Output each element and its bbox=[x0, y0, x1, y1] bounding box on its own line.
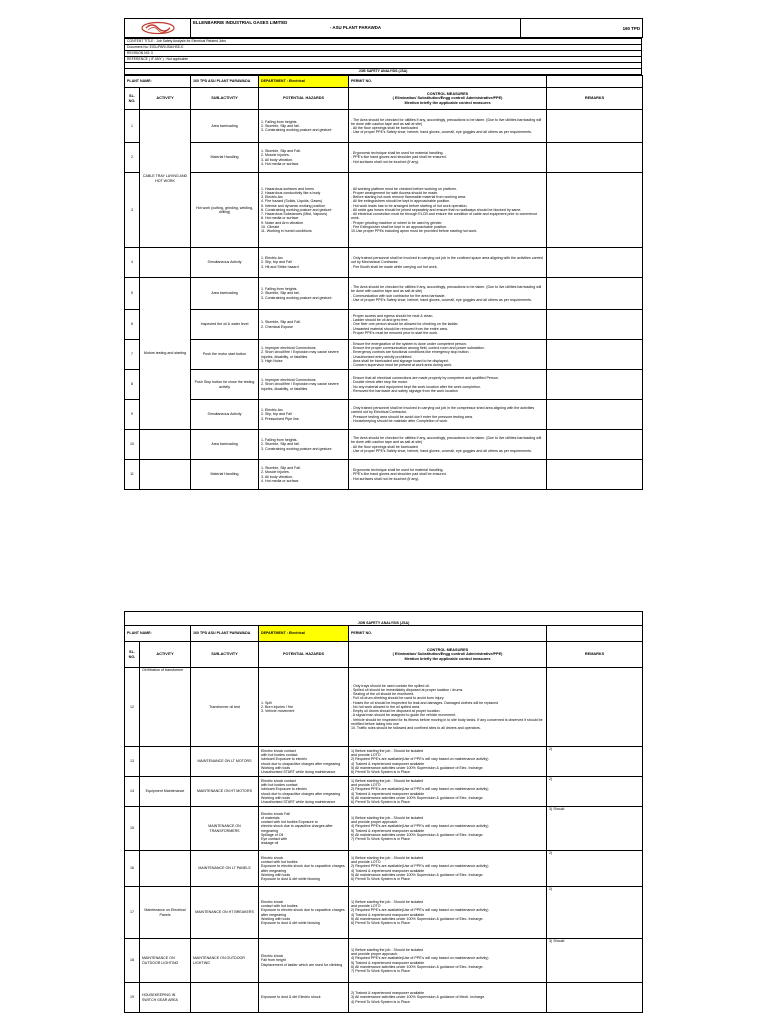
table-row: 12 Oil filtration of transformer Transformer oil test 1. Spill 2. Burn injuries / fire 3. Vehicle movement . Only trays should be used contain the spilled oil. . Spilled oil should be immediately disposed at proper location / drums. . Sealing of the oil should be monitored. . Full oil drum climbing should be used to avoid burn injury. . Hoses the oil should be inspected for leak and damages. Damaged clothes will be replaced . No hot work allowed in the oil spilled area. . Empty oil drums should be disposed at proper location. . A signal man should be assigned to guide the vehicle movement. . Vehicle should be inspected for its fitness before moving in to site body tanks. If any concerned is observed it should be rectified before taking into use 10. Traffic rules should be followed and confined sites to all drivers and operators. bbox=[125, 668, 643, 747]
jsa-page-1 bbox=[124, 18, 642, 490]
reference: REFERENCE ( IF ANY ) : Not applicable bbox=[125, 57, 642, 63]
plant-name-value: 160 TPD ASU PLANT PARAWADA bbox=[191, 626, 259, 642]
col-activity: ACTIVITY bbox=[140, 642, 191, 668]
controls-sub2: Mention briefly the applicable control measures bbox=[404, 100, 491, 105]
department: DEPARTMENT : Electrical bbox=[259, 626, 349, 642]
table-row: 4 Simultaneous Activity 1. Electric Arc 2. Slip, trip and Fall 3. Hit and Strike hazard . Only trained personnel shall be involved in carrying out job in the confined space area aligning with the activities carried out by Mechanical Contractor. . Fire Booth shall be made while carrying out hot work. bbox=[125, 248, 643, 278]
department: DEPARTMENT : Electrical bbox=[259, 76, 349, 88]
col-sl: SL. NO. bbox=[125, 88, 140, 110]
content-title: CONTENT TITLE : Job Safety Analysis for Electrical Related Jobs bbox=[125, 39, 642, 45]
plant-name-label: PLANT NAME: bbox=[125, 76, 191, 88]
col-controls bbox=[349, 88, 547, 110]
table-row: 9 Simultaneous Activity 1. Electric Arc 2. Slip, trip and Fall 3. Pressurised Pipe line. . Only trained personnel shall be involved in carrying out job in the compressor shed area aligning with the activities carried out by Electrical Contractor. . Pressure testing area should be avoid don't enter the pressure testing area. . Housekeeping should be maintain after Completion of work. bbox=[125, 400, 643, 430]
permit-label: PERMIT NO. bbox=[349, 626, 547, 642]
col-controls: CONTROL MEASURES ( Elimination/ Substitution/Engg control/ Administrative/PPE) Mention briefly the applicable control measures bbox=[349, 642, 547, 668]
company-logo bbox=[125, 19, 191, 38]
col-sub-activity: SUB-ACTIVITY bbox=[191, 88, 259, 110]
col-hazards: POTENTIAL HAZARDS bbox=[259, 88, 349, 110]
jsa-title: JOB SAFETY ANALYSIS (JSA) bbox=[125, 69, 642, 75]
company-name: ELLENBARRIE INDUSTRIAL GASES LIMITED bbox=[193, 20, 288, 25]
table-row: 19 HOUSEKEEPING IN SWITCH GEAR AREA Exposure to dust & dirt Electric shock 2) Trained & experienced manpower available 3) All maintenance activities under 100% Supervision & guidance of Mech. Incharge. 4) Permit To Work System is in Place bbox=[125, 983, 643, 1013]
plant-title: - ASU PLANT PARAWDA bbox=[329, 25, 382, 30]
plant-name-value: 160 TPD ASU PLANT PARAWADA bbox=[191, 76, 259, 88]
col-activity: ACTIVITY bbox=[140, 88, 191, 110]
table-row: 15 MAINTENANCE ON TRANSFORMERS Electric shock Fall of materials contact with hot bodies Exposure to electric shock due to capacitive charges after megearing Spillage of Oil Eye contact with leakage oil 1) Before starting the job - Should be isolated and provide proper approach. 4) Required PPE's are available(Use of PPE's will vary based on maintenance activity) 5) Trained & experienced manpower available 6) All maintenance activities under 100% Supervision & guidance of Elec. Incharge. 7) Permit To Work System is in Place 3) Should bbox=[125, 807, 643, 851]
jsa-page-2 bbox=[124, 611, 642, 1013]
plant-capacity: 160 TPD bbox=[521, 19, 643, 38]
col-remarks: REMARKS bbox=[547, 88, 643, 110]
col-sl: SL. NO. bbox=[125, 642, 140, 668]
table-row: 6 Inspected the oil & water level 1. Stumble, Slip and Fall. 2. Chemical Expose . Proper access and egress should be neat & clean. . Ladder should be oil and grec free. . One fixer one person should be allowed for climbing on the ladder. . Unwanted material should be removed from the entire area. . Proper PPE's must be ensured prior to start the work. bbox=[125, 310, 643, 340]
table-row: 13 MAINTENANCE ON LT MOTORS Electric shock contact with hot bodies contact lubricant Exposure to electric shock due to chapacitive charges after megearing Working with tools Unauthorised START while doing maintenance 1) Before starting the job - Should be isolated and provide LOTO 2) Required PPE's are available(Use of PPE's will vary based on maintenance activity) 4) Trained & experienced manpower available 5) All maintenance activities under 100% Supervision & guidance of Elec. Incharge. 6) Permit To Work System is in Place 2) bbox=[125, 747, 643, 777]
table-row: 14 Equipment Maintenance MAINTENANCE ON HT MOTORS Electric shock contact with hot bodies contact lubricant Exposure to electric shock due to chapacitive charges after megearing Working with tools Unauthorised START while doing maintenance 1) Before starting the job - Should be isolated and provide LOTO 2) Required PPE's are available(Use of PPE's will vary based on maintenance activity) 4) Trained & experienced manpower available 5) All maintenance activities under 100% Supervision & guidance of Elec. Incharge. 6) Permit To Work System is in Place 2) bbox=[125, 777, 643, 807]
table-row: 18 MAINTENANCE ON OUTDOOR LIGHTING MAINTENANCE ON OUTDOOR LIGHTING Electric shock Fall from height Displacement of ladder which are used for climbing 1) Before starting the job - Should be isolated and provide proper approach. 4) Required PPE's are available(Use of PPE's will vary based on maintenance activity) 5) Trained & experienced manpower available 6) All maintenance activities under 100% Supervision & guidance of Elec. Incharge. 7) Permit To Work System is in Place 3) Should bbox=[125, 939, 643, 983]
activity-cable-tray: CABLE TRAY LAYING AND HOT WORK bbox=[140, 110, 191, 248]
controls-sub1: ( Elimination/ Substitution/Engg control/ Administrative/PPE) bbox=[392, 96, 503, 101]
table-row: 3 Hot work (cutting, grinding, welding, drilling) 1. Hazardous surfaces and forms 2. Hazardous conductivity like a body 3. Electric Arc 4. Fire hazard (Solids, Liquids, Gases) 5. Intense and dynamic working position 6. Constraining working posture and gesture 7. Hazardous Substances (Mist, Vapours) 8. Hot media or surface 9. Noise and Arm vibration 10. Climate 11. Working in humid conditions . All working platform must be checked before working on platform. . Proper arrangement for safe Access should be made. . Before starting hot work remove flammable material from working area. . All fire extinguishers should be kept in approachable position. . Hot work leads has to be arranged before starting of hot work operation. . All oxide gas hoses should be joined separately and ensure that no walkways should be blocked by same. . All electrical connection must be through ELCB and ensure the condition of cable and equipment prior to commence work. . Proper grinding machine or wheel to be used by grinder. . Fire Extinguisher shall be kept in an approachable position. 10.Use proper PPEs including apron must be provided before starting hot work. bbox=[125, 173, 643, 248]
table-row: 8 Push Stop button for close the testing activity 1. Improper electrical Connections 2. Short circuit/fire / Explosion may cause severe injuries, disability, or fatalities . Ensure that all electrical connections are made properly by competent and qualified Person. . Double check after stop the motor. . No any material and equipment kept the work location after the work completion. . Removed the barricade and safety signage from the work location bbox=[125, 370, 643, 400]
jsa-title-2: JOB SAFETY ANALYSIS (JSA) bbox=[125, 612, 643, 626]
table-row: 2 Material Handling 1. Stumble, Slip and Fall. 2. Muscle injuries. 3. All body vibration. 4. Hot media or surface. . Ergonomic technique shall be used for material handling. . PPE's like hand gloves and shoulder pad shall be ensured. . Hot surfaces shall not be touched (if any). bbox=[125, 143, 643, 173]
document-number: Document No: EIGL/PAR/JSA/HSE-E bbox=[125, 45, 642, 51]
table-row: 16 MAINTENANCE ON LT PANELS Electric shock contact with hot bodies Exposure to electric shock due to capacitive charges after megearing Working with tools Exposure to dust & dirt while blowing 1) Before starting the job - Should be isolated and provide LOTO 2) Required PPE's are available(Use of PPE's will vary based on maintenance activity) 4) Trained & experienced manpower available 5) All maintenance activities under 100% Supervision & guidance of Elec. Incharge. 6) Permit To Work System is in Place 2) bbox=[125, 851, 643, 887]
document-header bbox=[124, 18, 643, 38]
table-row: 1 CABLE TRAY LAYING AND HOT WORK Area barricading 1. Falling from heights. 2. Stumble, Slip and fall. 3. Constraining working posture and gesture . The Area should be checked for utilities if any, accordingly, precautions to be taken. (Due to live utilities barricading will be done with caution tape and as salt at site) . All the floor openings shall be barricaded . Use of proper PPE's Safety shoe, helmet, hand gloves, coverall, eye goggles and all others as per requirements. bbox=[125, 110, 643, 143]
activity-motor-testing: Motors testing and starting bbox=[140, 278, 191, 430]
table-row: 5 Motors testing and starting Area barricading 1. Falling from heights. 2. Stumble, Slip and fall. 3. Constraining working posture and gesture. . The Area should be checked for utilities if any, accordingly, precautions to be taken. (Due to live utilities barricading will be done with caution tape and as salt at site) . Communication with sub contractor for the area barricade. . Use of proper PPE's Safety shoe, helmet, hand gloves, coverall, eye goggles and all others as per requirements. bbox=[125, 278, 643, 310]
jsa-table-1 bbox=[124, 75, 643, 490]
table-row: 7 Push the motor start button 1. Improper electrical Connections 2. Short circuit/fire / Explosion may cause severe injuries, disability, or fatalities 3. High Noise . Ensure the energization of the system is done under competent person. . Ensure the proper communication among field, control room and power substation. . Emergency controls are functional conditions like emergency stop button. . Unauthorized entry strictly prohibited. . Area shall be barricaded and signage board to be displayed. . Concern supervisor must be present at work area during work. bbox=[125, 340, 643, 370]
controls-title: CONTROL MEASURES bbox=[426, 92, 469, 97]
ellenbarrie-logo-icon bbox=[140, 21, 176, 35]
permit-label: PERMIT NO. bbox=[349, 76, 547, 88]
revision-number: REVISION NO: 0 bbox=[125, 51, 642, 57]
document-meta bbox=[124, 38, 642, 75]
col-hazards: POTENTIAL HAZARDS bbox=[259, 642, 349, 668]
table-row: 10 Area barricading 1. Falling from heights. 2. Stumble, Slip and fall. 3. Constraining working posture and gesture. . The Area should be checked for utilities if any, accordingly, precautions to be taken. (Due to live utilities barricading will be done with caution tape and as salt at site) . All the floor openings shall be barricaded . Use of proper PPE's Safety shoe, helmet, hand gloves, coverall, eye goggles and all others as per requirements. bbox=[125, 430, 643, 460]
col-remarks: REMARKS bbox=[547, 642, 643, 668]
table-row: 11 Material Handling 1. Stumble, Slip and Fall. 2. Muscle injuries. 3. All body vibration. 4. Hot media or surface. . Ergonomic technique shall be used for material handling. . PPE's like hand gloves and shoulder pad shall be ensured. . Hot surfaces shall not be touched (if any). bbox=[125, 460, 643, 490]
jsa-table-2 bbox=[124, 611, 643, 1013]
col-sub-activity: SUB-ACTIVITY bbox=[191, 642, 259, 668]
table-row: 17 Maintenance on Electrical Panels MAINTENANCE ON HT BREAKERS Electric shock contact with hot bodies Exposure to electric shock due to capacitive charges after megearing Working with tools Exposure to dust & dirt while blowing 1) Before starting the job - Should be isolated and provide LOTO 2) Required PPE's are available(Use of PPE's will vary based on maintenance activity) 4) Trained & experienced manpower available 5) All maintenance activities under 100% Supervision & guidance of Elec. Incharge. 6) Permit To Work System is in Place 2) bbox=[125, 887, 643, 939]
plant-name-label: PLANT NAME: bbox=[125, 626, 191, 642]
